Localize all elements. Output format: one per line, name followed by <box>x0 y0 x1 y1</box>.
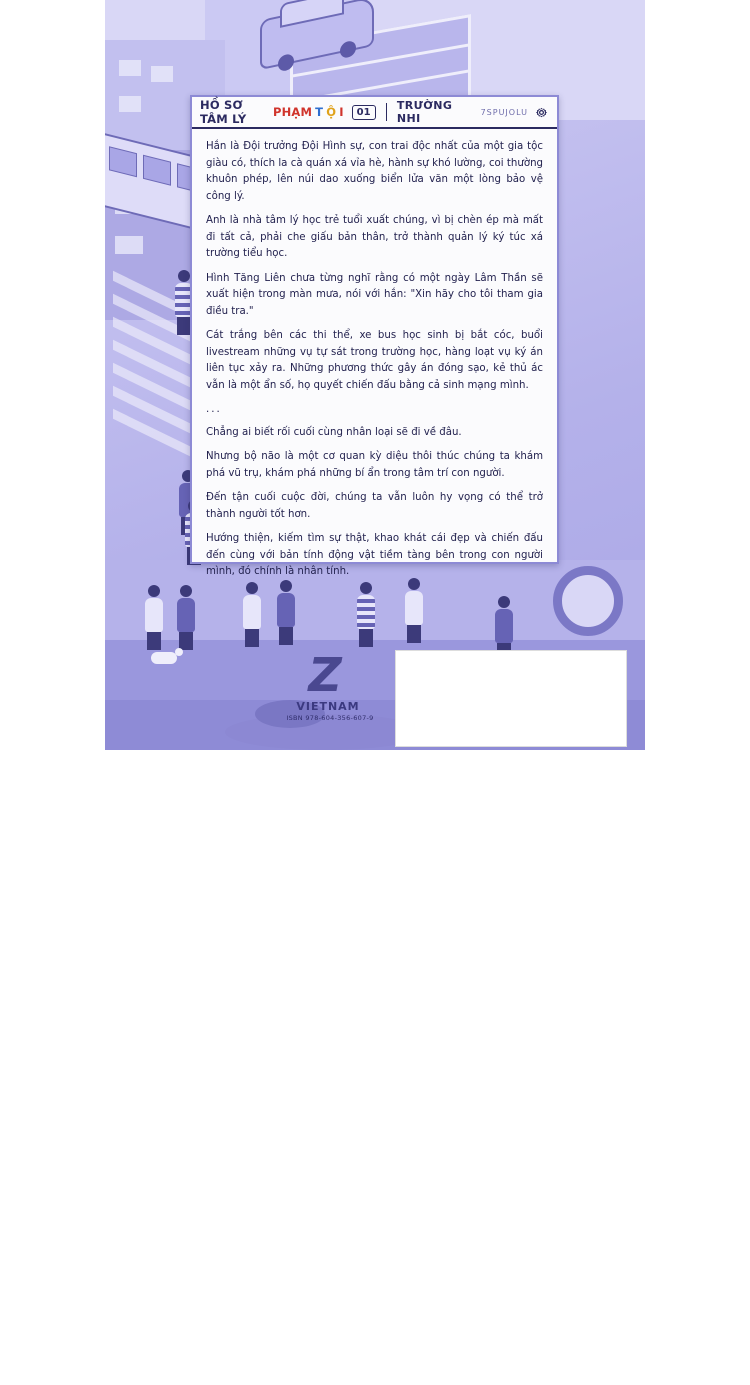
volume-badge: 01 <box>352 105 376 120</box>
title-part-4: I <box>339 105 344 119</box>
gear-icon <box>534 104 549 120</box>
person-figure <box>145 585 163 650</box>
synopsis-paragraph: Anh là nhà tâm lý học trẻ tuổi xuất chúng, vì bị chèn ép mà mất đi tất cả, phải che giấu bản thân, trở thành quản lý ký túc xá trường tiểu học. <box>206 215 543 260</box>
publisher-logo-caption: VIETNAM <box>296 700 360 713</box>
synopsis-paragraph: Cát trắng bên các thi thể, xe bus học sinh bị bắt cóc, buổi livestream những vụ tự sát trong trường học, hàng loạt vụ ký án liên tục xảy ra. Những phương thức gây án đóng sạo, kẻ thủ ác vẫn là một ẩn số, họ quyết chiến đấu bằng cả sinh mạng mình. <box>206 330 543 391</box>
synopsis-paragraph: Hắn là Đội trưởng Đội Hình sự, con trai độc nhất của một gia tộc giàu có, thích la cà quán xá vỉa hè, hành sự khó lường, coi thường khuôn phép, lên núi dao xuống biển lửa văn một lòng bảo vệ công lý. <box>206 141 543 202</box>
title-part-1: PHẠM <box>272 105 313 119</box>
dog <box>151 652 177 664</box>
edition-code: 7SPUJOLU <box>480 107 528 117</box>
book-title <box>200 98 344 126</box>
header-divider <box>386 103 387 121</box>
title-part-0: HỒ SƠ TÂM LÝ <box>200 98 247 126</box>
synopsis-paragraph: Chẳng ai biết rối cuối cùng nhân loại sẽ đi về đâu. <box>206 426 462 438</box>
synopsis-paragraph: Nhưng bộ não là một cơ quan kỳ diệu thôi thúc chúng ta khám phá vũ trụ, khám phá những bí ẩn trong tâm trí con người. <box>206 451 543 479</box>
tire <box>553 566 623 636</box>
window <box>119 96 141 112</box>
barcode-panel <box>395 650 627 747</box>
card-header <box>192 97 557 129</box>
synopsis-paragraph: Hướng thiện, kiếm tìm sự thật, khao khát cái đẹp và chiến đấu đến cùng với bản tính động vật tiềm tàng bên trong con người mình, đó chính là nhân tính. <box>206 533 543 578</box>
window <box>119 60 141 76</box>
synopsis-paragraph: ... <box>206 404 222 416</box>
title-part-3: Ộ <box>326 105 337 119</box>
synopsis-paragraph: Hình Tăng Liên chưa từng nghĩ rằng có một ngày Lâm Thần sẽ xuất hiện trong màn mưa, nói với hắn: "Xin hãy cho tôi tham gia điều tra." <box>206 272 543 317</box>
synopsis-text <box>192 129 557 597</box>
publisher-logo: Z <box>308 648 342 702</box>
window <box>151 66 173 82</box>
author-name: TRƯỜNG NHI <box>396 99 453 125</box>
synopsis-paragraph: Đến tận cuối cuộc đời, chúng ta vẫn luôn hy vọng có thể trở thành người tốt hơn. <box>206 492 543 520</box>
title-part-2: T <box>315 105 324 119</box>
synopsis-card <box>190 95 559 578</box>
window <box>115 236 143 254</box>
isbn-left: ISBN 978-604-356-607-9 <box>286 714 374 722</box>
